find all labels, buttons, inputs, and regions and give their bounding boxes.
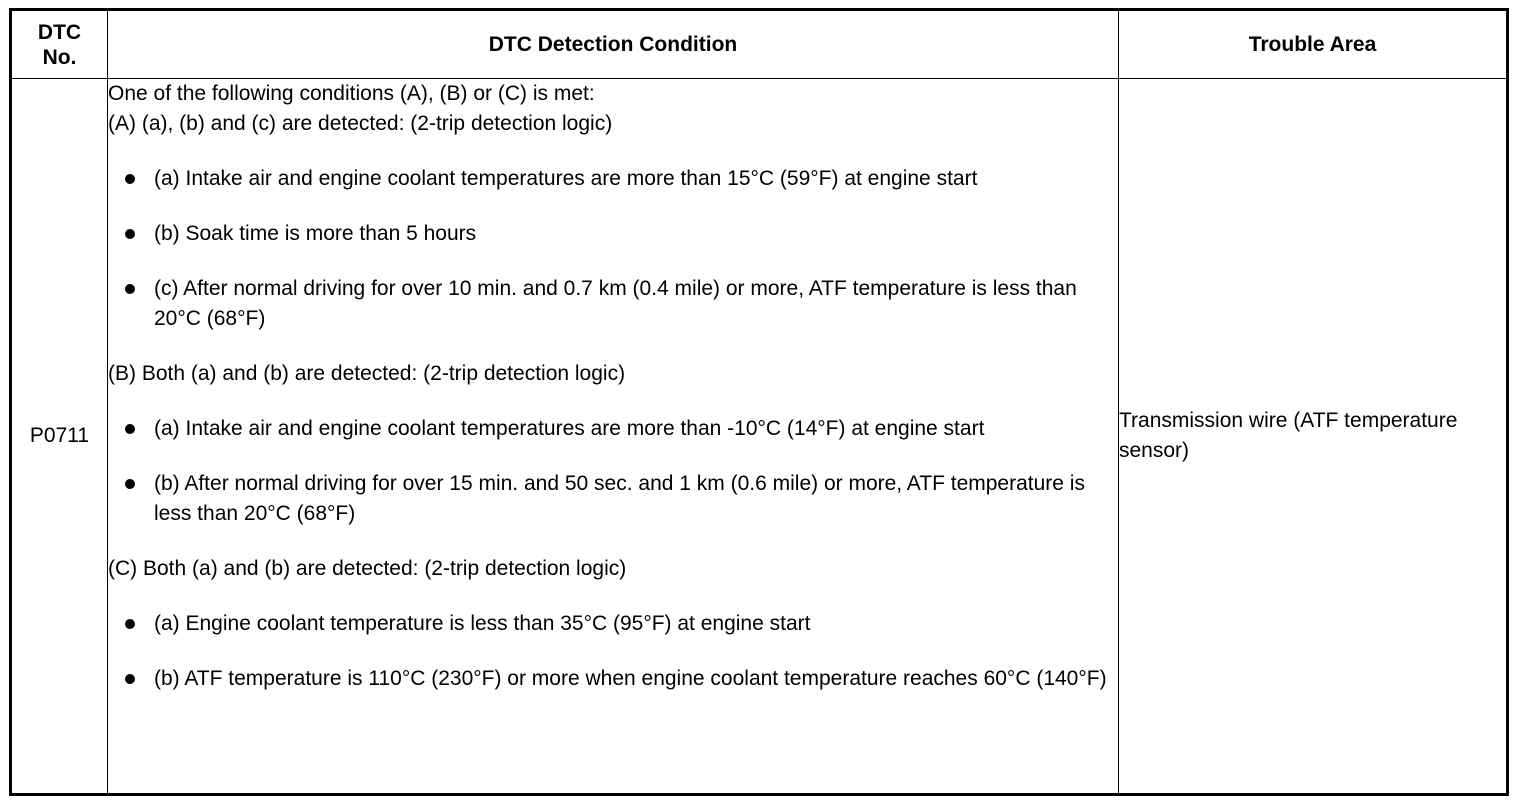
condition-intro: One of the following conditions (A), (B) or (C) is met:: [108, 82, 595, 105]
bullet-icon: [125, 284, 135, 294]
list-item: [108, 219, 1118, 249]
list-item-text: (c) After normal driving for over 10 min. and 0.7 km (0.4 mile) or more, ATF temperature is less than 20°C (68°F): [154, 277, 1077, 330]
list-item-text: (a) Engine coolant temperature is less than 35°C (95°F) at engine start: [154, 612, 811, 635]
table-header-row: [11, 10, 1508, 79]
dtc-code: P0711: [11, 79, 108, 795]
group-b-title: (B) Both (a) and (b) are detected: (2-trip detection logic): [108, 362, 626, 385]
bullet-icon: [125, 229, 135, 239]
group-c-title: (C) Both (a) and (b) are detected: (2-trip detection logic): [108, 557, 627, 580]
list-item: [108, 164, 1118, 194]
list-item-text: (a) Intake air and engine coolant temperatures are more than 15°C (59°F) at engine start: [154, 167, 978, 190]
header-trouble-area: Trouble Area: [1119, 10, 1508, 79]
trouble-area-cell: Transmission wire (ATF temperature sensor): [1119, 79, 1508, 795]
table-row: [11, 79, 1508, 795]
bullet-icon: [125, 174, 135, 184]
header-dtc-no: [11, 10, 108, 79]
list-item: [108, 664, 1118, 694]
list-item-text: (b) After normal driving for over 15 min. and 50 sec. and 1 km (0.6 mile) or more, ATF temperature is less than 20°C (68°F): [154, 472, 1085, 525]
list-item: [108, 609, 1118, 639]
list-item: [108, 469, 1118, 529]
list-item: [108, 414, 1118, 444]
group-a-title: (A) (a), (b) and (c) are detected: (2-trip detection logic): [108, 112, 613, 135]
list-item-text: (b) ATF temperature is 110°C (230°F) or more when engine coolant temperature reaches 60°C (140°F): [154, 667, 1107, 690]
group-c-list: [108, 609, 1118, 694]
group-a-list: [108, 164, 1118, 334]
bullet-icon: [125, 674, 135, 684]
bullet-icon: [125, 424, 135, 434]
bullet-icon: [125, 619, 135, 629]
list-item: [108, 274, 1118, 334]
bullet-icon: [125, 479, 135, 489]
dtc-table: [9, 8, 1509, 796]
list-item-text: (a) Intake air and engine coolant temperatures are more than -10°C (14°F) at engine start: [154, 417, 985, 440]
header-dtc-no-label: DTC No.: [37, 20, 82, 69]
group-b-list: [108, 414, 1118, 529]
header-condition: DTC Detection Condition: [108, 10, 1119, 79]
list-item-text: (b) Soak time is more than 5 hours: [154, 222, 477, 245]
detection-condition-cell: [108, 79, 1119, 795]
